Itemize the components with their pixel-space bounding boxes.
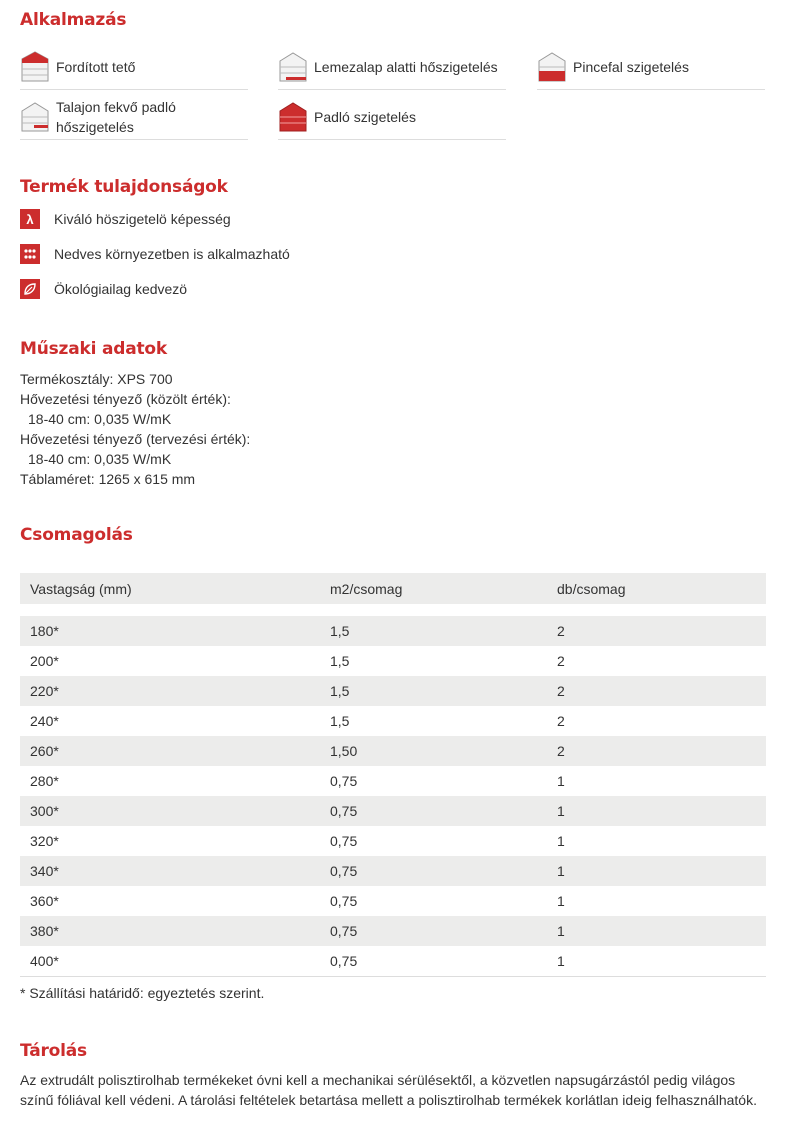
application-label: Lemezalap alatti hőszigetelés <box>314 59 498 75</box>
property-item <box>20 242 290 266</box>
cell-m2-per-pack: 1,5 <box>330 683 350 699</box>
cell-thickness: 220* <box>30 683 59 699</box>
table-row <box>20 856 766 886</box>
cell-thickness: 380* <box>30 923 59 939</box>
application-label: Padló szigetelés <box>314 109 416 125</box>
cell-pcs-per-pack: 2 <box>557 713 565 729</box>
lambda-icon: λ <box>20 209 40 229</box>
property-label: Kiváló höszigetelö képesség <box>54 211 231 227</box>
cell-m2-per-pack: 1,5 <box>330 623 350 639</box>
table-header <box>20 573 766 604</box>
section-title-muszaki: Műszaki adatok <box>20 339 167 359</box>
cell-pcs-per-pack: 1 <box>557 833 565 849</box>
cell-m2-per-pack: 0,75 <box>330 893 358 909</box>
table-row <box>20 796 766 826</box>
cell-m2-per-pack: 1,50 <box>330 743 358 759</box>
property-label: Nedves környezetben is alkalmazható <box>54 246 290 262</box>
section-title-csomagolas: Csomagolás <box>20 525 133 545</box>
cell-pcs-per-pack: 1 <box>557 893 565 909</box>
cell-pcs-per-pack: 2 <box>557 623 565 639</box>
tech-line: 18-40 cm: 0,035 W/mK <box>28 411 172 427</box>
application-item-floor-insulation <box>278 95 506 140</box>
ground-floor-icon <box>20 101 50 133</box>
header-pcs-per-pack: db/csomag <box>557 580 626 597</box>
application-item-slab-foundation <box>278 45 506 90</box>
property-item <box>20 277 187 301</box>
table-row <box>20 766 766 796</box>
packaging-table <box>20 573 766 977</box>
cell-thickness: 360* <box>30 893 59 909</box>
table-row <box>20 676 766 706</box>
section-title-alkalmazas: Alkalmazás <box>20 10 127 30</box>
footnote: * Szállítási határidő: egyeztetés szerint. <box>20 985 265 1001</box>
cell-thickness: 400* <box>30 953 59 969</box>
inverted-roof-icon <box>20 51 50 83</box>
header-thickness: Vastagság (mm) <box>30 580 132 597</box>
property-label: Ökológiailag kedvezö <box>54 281 188 297</box>
table-row <box>20 946 766 977</box>
table-row <box>20 826 766 856</box>
technical-data <box>20 369 250 489</box>
section-title-tarolas: Tárolás <box>20 1041 87 1061</box>
table-row <box>20 616 766 646</box>
header-m2-per-pack: m2/csomag <box>330 580 403 597</box>
table-row <box>20 706 766 736</box>
cell-thickness: 180* <box>30 623 59 639</box>
water-drops-icon <box>20 244 40 264</box>
storage-text: Az extrudált polisztirolhab termékeket óvni kell a mechanikai sérülésektől, a közvetlen napsugárzástól pedig világos színű fóliával kell védeni. A tárolási feltételek betartása mellett a polisztirolhab termékek korlátlan ideig felhasználhatók. <box>20 1072 757 1108</box>
cell-thickness: 320* <box>30 833 59 849</box>
cell-pcs-per-pack: 2 <box>557 743 565 759</box>
cell-m2-per-pack: 0,75 <box>330 803 358 819</box>
table-body <box>20 616 766 977</box>
tech-line: 18-40 cm: 0,035 W/mK <box>28 451 172 467</box>
cell-thickness: 300* <box>30 803 59 819</box>
table-row <box>20 646 766 676</box>
cell-m2-per-pack: 0,75 <box>330 923 358 939</box>
table-row <box>20 736 766 766</box>
basement-wall-icon <box>537 51 567 83</box>
application-label: Talajon fekvő padló hőszigetelés <box>56 99 176 135</box>
section-title-tulajdonsagok: Termék tulajdonságok <box>20 177 228 197</box>
application-item-inverted-roof <box>20 45 248 90</box>
cell-m2-per-pack: 0,75 <box>330 773 358 789</box>
leaf-icon <box>20 279 40 299</box>
tech-line: Táblaméret: 1265 x 615 mm <box>20 471 196 487</box>
cell-pcs-per-pack: 2 <box>557 653 565 669</box>
application-label: Pincefal szigetelés <box>573 59 689 75</box>
cell-m2-per-pack: 0,75 <box>330 953 358 969</box>
cell-pcs-per-pack: 1 <box>557 953 565 969</box>
cell-thickness: 200* <box>30 653 59 669</box>
table-row <box>20 886 766 916</box>
application-item-basement-wall <box>537 45 765 90</box>
table-row <box>20 916 766 946</box>
cell-pcs-per-pack: 1 <box>557 773 565 789</box>
cell-m2-per-pack: 0,75 <box>330 833 358 849</box>
property-item <box>20 207 231 231</box>
cell-m2-per-pack: 1,5 <box>330 713 350 729</box>
application-label: Fordított tető <box>56 59 136 75</box>
cell-thickness: 280* <box>30 773 59 789</box>
floor-insulation-icon <box>278 101 308 133</box>
cell-thickness: 340* <box>30 863 59 879</box>
cell-pcs-per-pack: 1 <box>557 923 565 939</box>
cell-m2-per-pack: 1,5 <box>330 653 350 669</box>
cell-m2-per-pack: 0,75 <box>330 863 358 879</box>
tech-line: Termékosztály: XPS 700 <box>20 371 173 387</box>
slab-foundation-icon <box>278 51 308 83</box>
tech-line: Hővezetési tényező (közölt érték): <box>20 391 231 407</box>
cell-pcs-per-pack: 1 <box>557 863 565 879</box>
cell-thickness: 240* <box>30 713 59 729</box>
cell-pcs-per-pack: 2 <box>557 683 565 699</box>
application-item-ground-floor <box>20 95 248 140</box>
cell-thickness: 260* <box>30 743 59 759</box>
cell-pcs-per-pack: 1 <box>557 803 565 819</box>
tech-line: Hővezetési tényező (tervezési érték): <box>20 431 251 447</box>
